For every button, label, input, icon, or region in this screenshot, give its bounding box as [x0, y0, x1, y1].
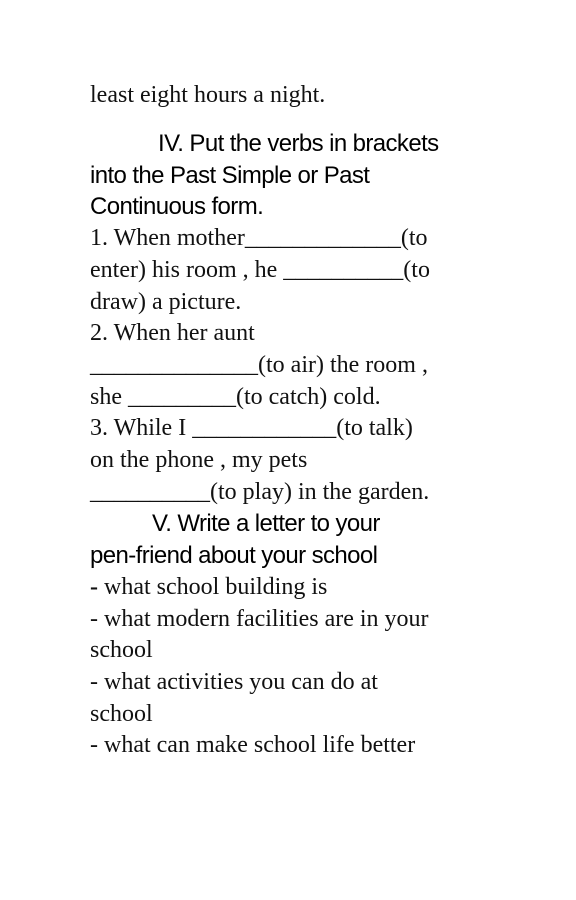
exercise-line: ______________(to air) the room ,	[90, 351, 428, 378]
bullet-dash: -	[90, 573, 98, 600]
section-v	[90, 508, 510, 762]
letter-point-line	[90, 572, 510, 604]
cut-off-text-line	[90, 82, 390, 111]
exercise-line: 3. While I ____________(to talk)	[90, 415, 413, 442]
exercise-line: on the phone , my pets	[90, 447, 308, 474]
cut-off-text: least eight hours a night.	[90, 82, 326, 108]
letter-point-line: - what activities you can do at	[90, 668, 378, 695]
letter-point-line: school	[90, 637, 153, 664]
exercise-line: draw) a picture.	[90, 288, 242, 315]
section-iv-heading-line-2: into the Past Simple or Past	[90, 161, 370, 189]
letter-point-line: - what modern facilities are in your	[90, 605, 429, 632]
document-content	[90, 128, 510, 762]
letter-point-line: school	[90, 700, 153, 727]
section-iv-heading-line-1: IV. Put the verbs in brackets	[158, 130, 439, 157]
exercise-line: she _________(to catch) cold.	[90, 383, 381, 410]
section-iv	[90, 128, 510, 508]
section-iv-heading-line-3: Continuous form.	[90, 193, 264, 221]
letter-point-text: what school building is	[98, 573, 328, 600]
section-v-heading-line-2: pen-friend about your school	[90, 542, 378, 570]
letter-point-line: - what can make school life better	[90, 732, 416, 759]
exercise-line: 2. When her aunt	[90, 320, 255, 347]
exercise-line: __________(to play) in the garden.	[90, 478, 430, 505]
section-v-heading-line-1: V. Write a letter to your	[152, 510, 380, 538]
exercise-line: 1. When mother_____________(to	[90, 225, 428, 252]
exercise-line: enter) his room , he __________(to	[90, 256, 430, 283]
